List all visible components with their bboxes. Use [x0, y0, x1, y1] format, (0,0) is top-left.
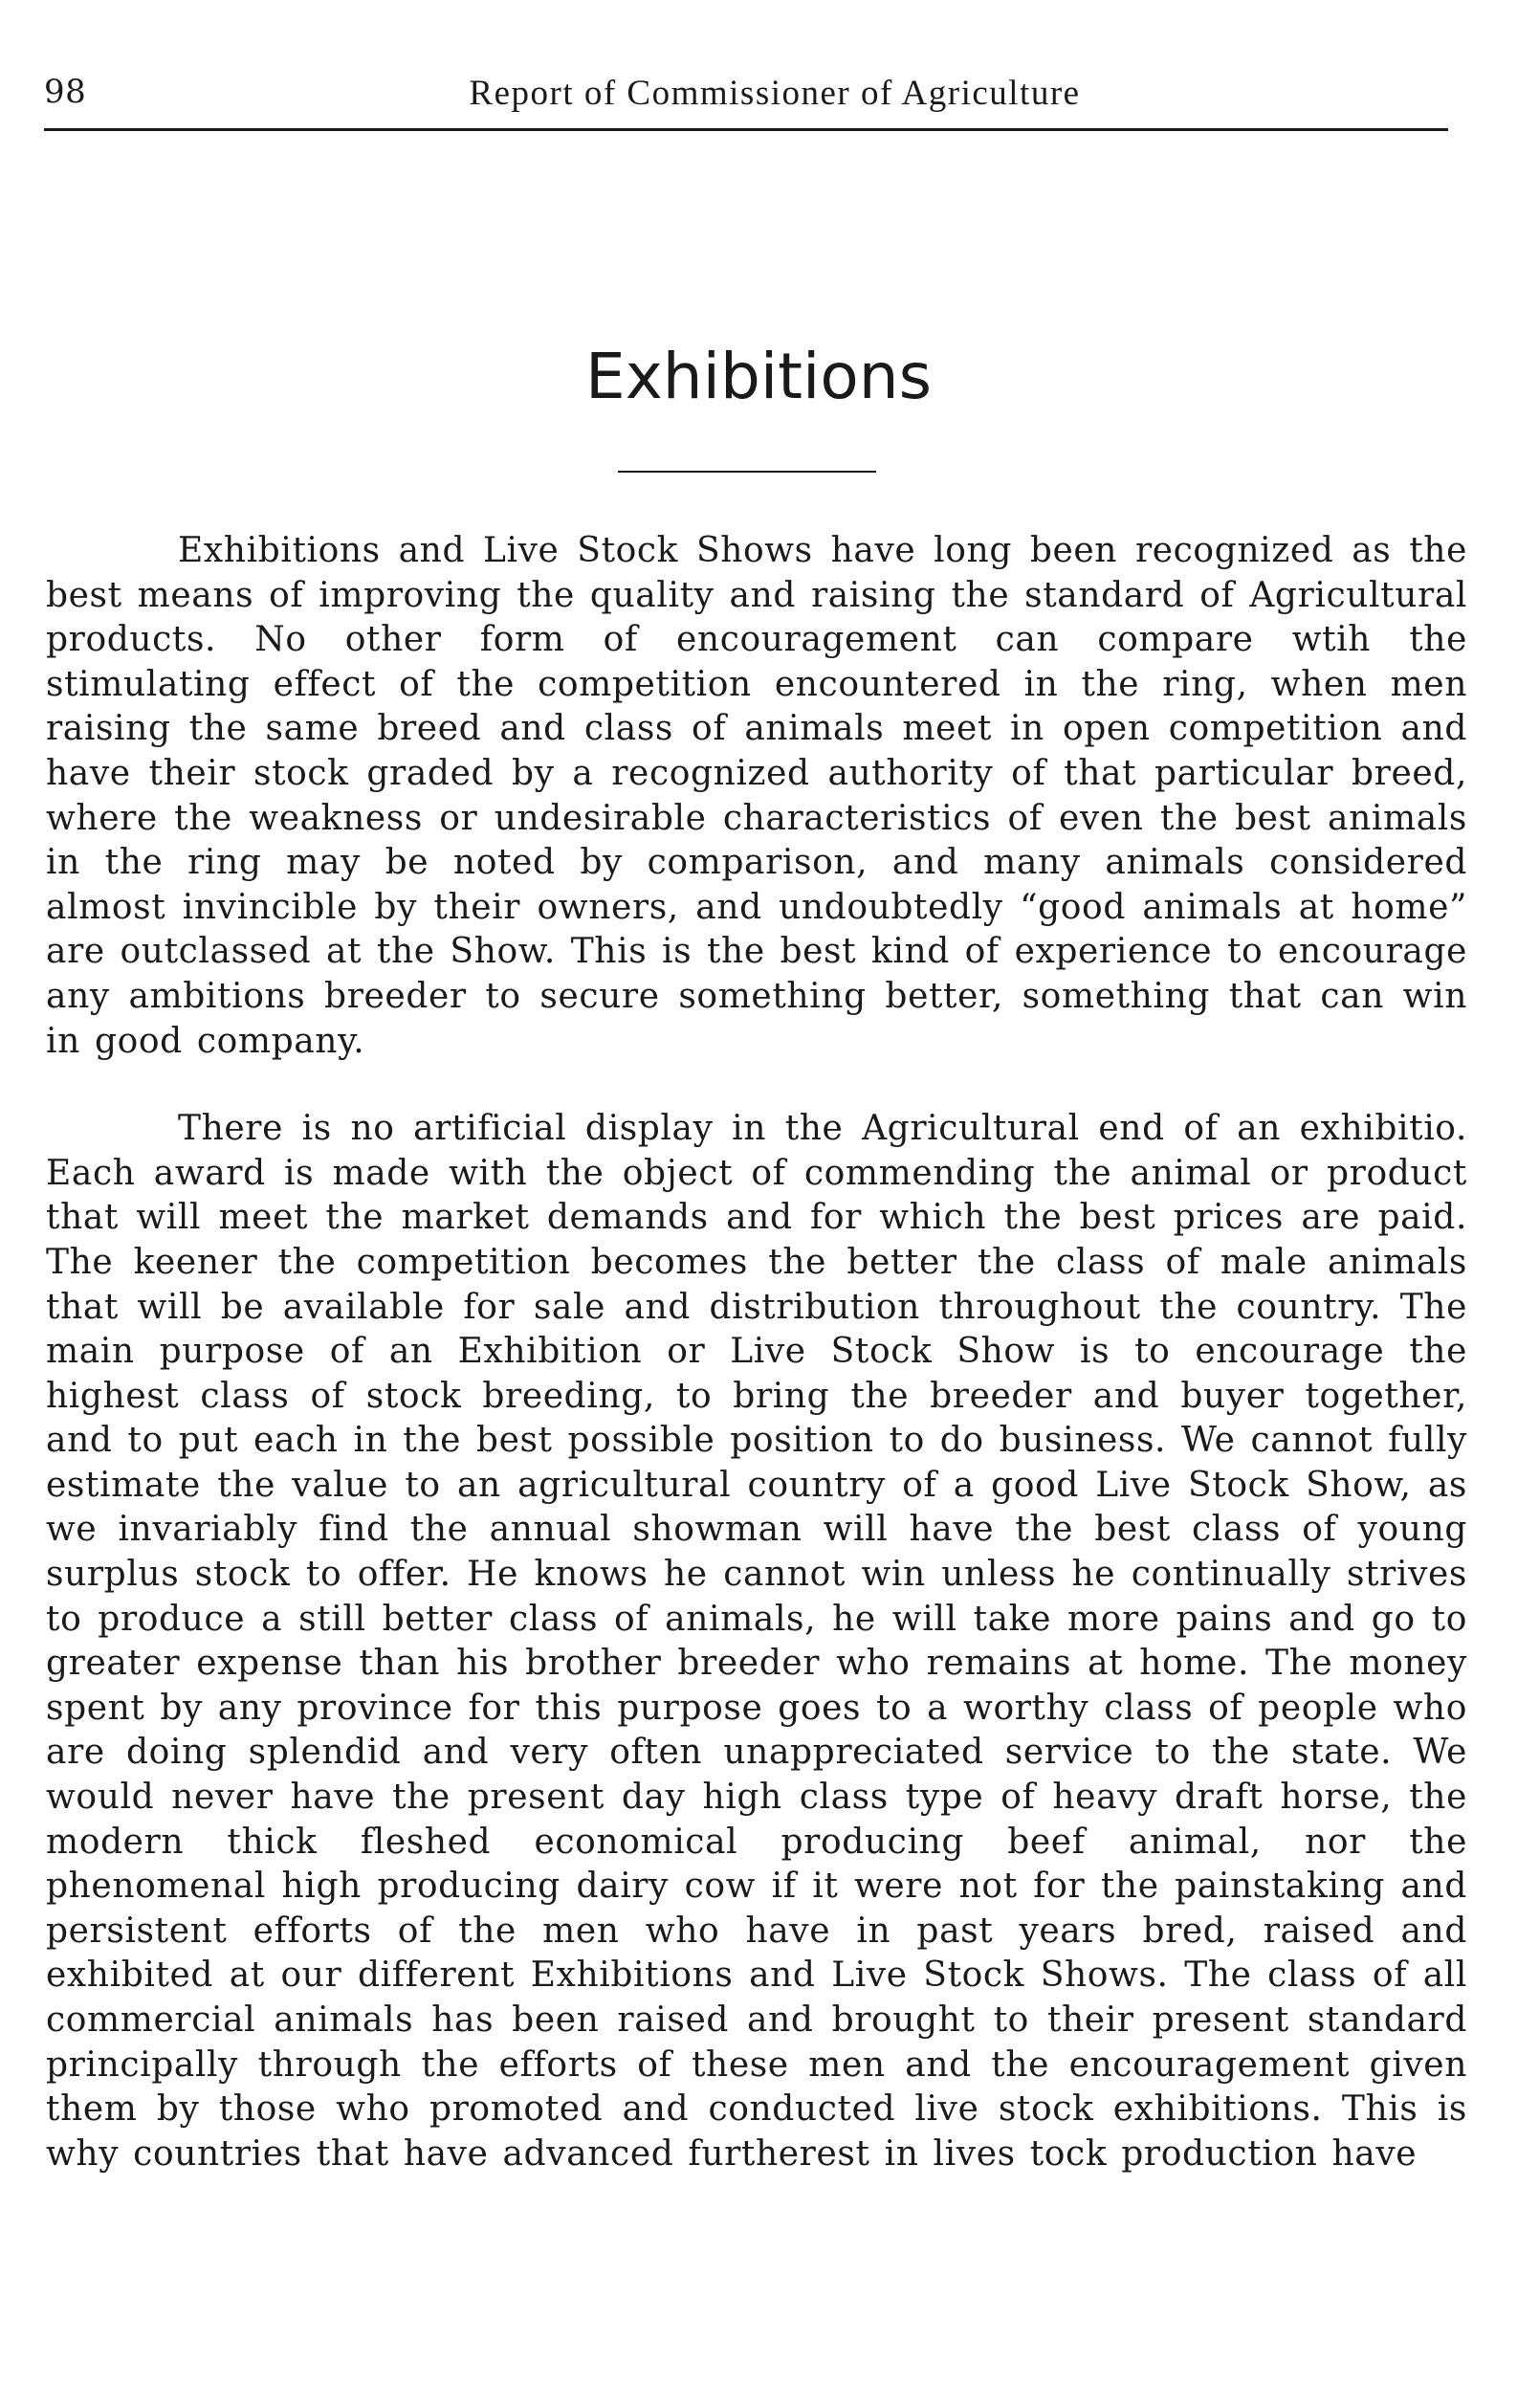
- header-rule: [44, 128, 1448, 131]
- page-number: 98: [44, 73, 87, 111]
- title-divider: [618, 471, 876, 473]
- section-title: Exhibitions: [585, 340, 932, 413]
- running-title: Report of Commissioner of Agriculture: [469, 74, 1081, 113]
- body-text: [46, 529, 1467, 2220]
- paragraph: Exhibitions and Live Stock Shows have long been recognized as the best means of improving the quality and raising the standard of Agricultural products. No other form of encouragement can compare wtih the stimulating effect of the competition encountered in the ring, when men raising the same breed and class of animals meet in open competition and have their stock graded by a recognized authority of that particular breed, where the weakness or undesirable characteristics of even the best animals in the ring may be noted by comparison, and many animals considered almost invincible by their owners, and undoubtedly “good animals at home” are outclassed at the Show. This is the best kind of experience to encourage any ambitions breeder to secure something better, something that can win in good company.: [46, 531, 1467, 1061]
- page-header: [44, 67, 1448, 134]
- paragraph: There is no artificial display in the Agricultural end of an exhibitio. Each award is made with the object of commending the animal or product that will meet the market demands and for which the best prices are paid. The keener the competition becomes the better the class of male animals that will be available for sale and distribution throughout the country. The main purpose of an Exhibition or Live Stock Show is to encourage the highest class of stock breeding, to bring the breeder and buyer together, and to put each in the best possible position to do business. We cannot fully estimate the value to an agricultural country of a good Live Stock Show, as we invariably find the annual showman will have the best class of young surplus stock to offer. He knows he cannot win unless he continually strives to produce a still better class of animals, he will take more pains and go to greater expense than his brother breeder who remains at home. The money spent by any province for this purpose goes to a worthy class of people who are doing splendid and very often unappreciated service to the state. We would never have the present day high class type of heavy draft horse, the modern thick fleshed economical producing beef animal, nor the phenomenal high producing dairy cow if it were not for the painstaking and persistent efforts of the men who have in past years bred, raised and exhibited at our different Exhibitions and Live Stock Shows. The class of all commercial animals has been raised and brought to their present standard principally through the efforts of these men and the encouragement given them by those who promoted and conducted live stock exhibitions. This is why countries that have advanced furtherest in lives tock production have: [46, 1109, 1467, 2174]
